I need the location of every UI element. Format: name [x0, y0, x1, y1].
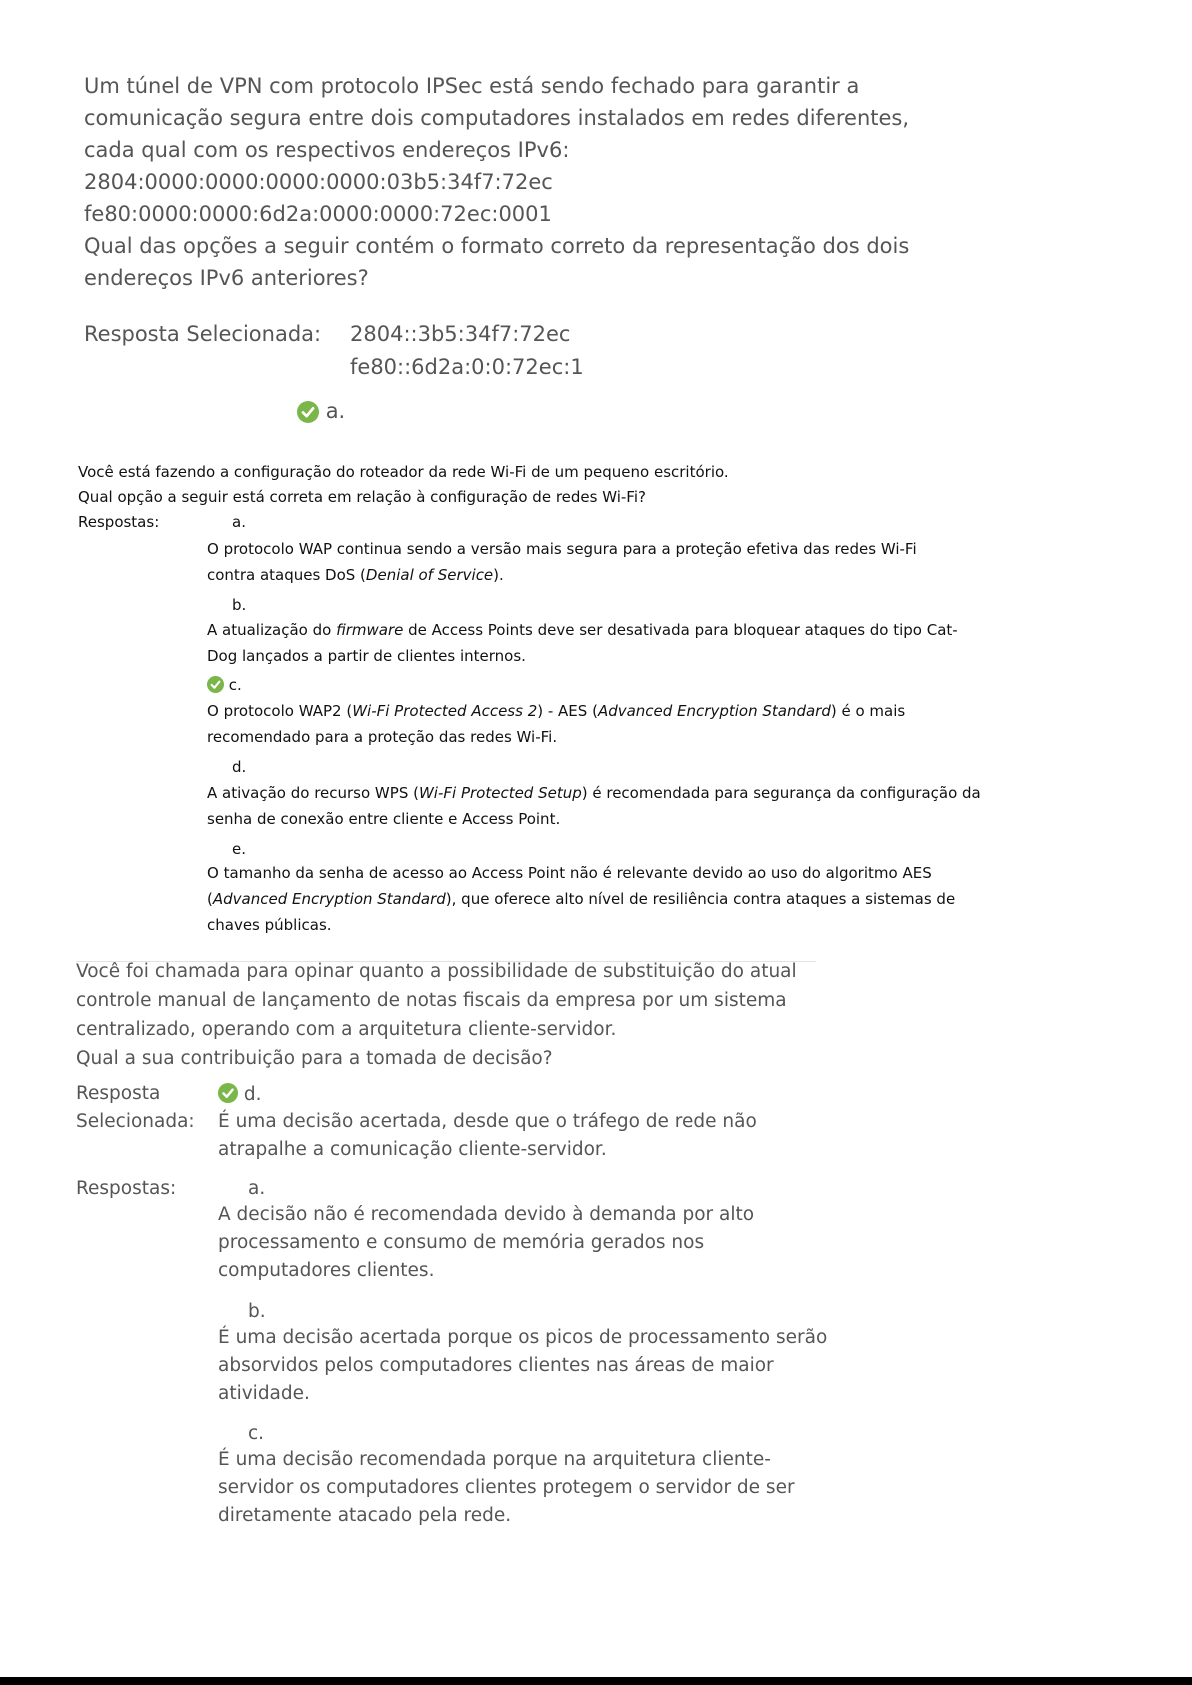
text-italic: Advanced Encryption Standard	[212, 890, 446, 908]
q2-option-e-line: chaves públicas.	[207, 916, 332, 934]
q3-option-a-letter: a.	[248, 1178, 266, 1199]
q2-text-line: Você está fazendo a configuração do roteador da rede Wi-Fi de um pequeno escritório.	[78, 463, 729, 481]
q1-selected-answer-line-1: 2804::3b5:34f7:72ec	[350, 322, 571, 346]
text: de Access Points deve ser desativada para bloquear ataques do tipo Cat-	[403, 621, 958, 639]
text: contra ataques DoS (	[207, 566, 366, 584]
q3-selected-answer-line: É uma decisão acertada, desde que o tráfego de rede não	[218, 1111, 757, 1132]
q3-option-b-line: absorvidos pelos computadores clientes nas áreas de maior	[218, 1355, 774, 1376]
check-circle-icon	[297, 401, 319, 423]
bottom-border	[0, 1677, 1192, 1685]
q3-option-b-line: atividade.	[218, 1383, 310, 1404]
text: ), que oferece alto nível de resiliência contra ataques a sistemas de	[445, 890, 956, 908]
q2-option-b-line: Dog lançados a partir de clientes internos.	[207, 647, 526, 665]
text: O protocolo WAP2 (	[207, 702, 353, 720]
q1-ipv6-address-1: 2804:0000:0000:0000:0000:03b5:34f7:72ec	[84, 170, 553, 194]
q2-option-b-line	[207, 621, 958, 639]
q2-option-a-line	[207, 566, 504, 584]
q1-selected-answer-line-2: fe80::6d2a:0:0:72ec:1	[350, 355, 584, 379]
q2-option-d-letter: d.	[232, 758, 247, 776]
q2-option-d-line: senha de conexão entre cliente e Access Point.	[207, 810, 561, 828]
q2-option-c-letter: c.	[228, 676, 242, 694]
q3-option-b-letter: b.	[248, 1301, 266, 1322]
q3-option-c-letter: c.	[248, 1423, 265, 1444]
q3-text-line: centralizado, operando com a arquitetura cliente-servidor.	[76, 1019, 617, 1040]
text-italic: Wi-Fi Protected Access 2	[352, 702, 538, 720]
text: A atualização do	[207, 621, 337, 639]
q1-correct-mark	[297, 399, 345, 423]
q3-option-a-line: computadores clientes.	[218, 1260, 435, 1281]
q3-option-b-line: É uma decisão acertada porque os picos de processamento serão	[218, 1327, 828, 1348]
check-circle-icon	[218, 1083, 238, 1103]
text: (	[207, 890, 213, 908]
q2-option-d-line	[207, 784, 981, 802]
q1-text-line: cada qual com os respectivos endereços IPv6:	[84, 138, 570, 162]
q2-option-e-line: O tamanho da senha de acesso ao Access Point não é relevante devido ao uso do algoritmo AES	[207, 864, 932, 882]
q3-selected-answer-line: atrapalhe a comunicação cliente-servidor.	[218, 1139, 607, 1160]
q3-option-a-line: processamento e consumo de memória gerados nos	[218, 1232, 705, 1253]
q3-text-line: Qual a sua contribuição para a tomada de decisão?	[76, 1048, 553, 1069]
q3-selected-label: Selecionada:	[76, 1111, 195, 1132]
q3-selected-letter: d.	[243, 1084, 262, 1105]
q2-option-e-line	[207, 890, 955, 908]
q2-option-c-line	[207, 702, 905, 720]
text: ).	[493, 566, 504, 584]
q2-answers-label: Respostas:	[78, 513, 160, 531]
q1-text-line: Qual das opções a seguir contém o formato correto da representação dos dois	[84, 234, 910, 258]
text-italic: firmware	[336, 621, 404, 639]
text: A ativação do recurso WPS (	[207, 784, 419, 802]
q1-ipv6-address-2: fe80:0000:0000:6d2a:0000:0000:72ec:0001	[84, 202, 552, 226]
q2-option-c-mark	[207, 676, 242, 694]
q3-option-c-line: É uma decisão recomendada porque na arquitetura cliente-	[218, 1449, 771, 1470]
q1-selected-letter: a.	[325, 399, 346, 423]
text-italic: Denial of Service	[365, 566, 494, 584]
q2-text-line: Qual opção a seguir está correta em relação à configuração de redes Wi-Fi?	[78, 488, 646, 506]
text: ) é o mais	[830, 702, 906, 720]
check-circle-icon	[207, 676, 224, 693]
q2-option-e-letter: e.	[232, 840, 246, 858]
q2-option-a-line	[207, 540, 917, 558]
q1-text-line: endereços IPv6 anteriores?	[84, 266, 369, 290]
text-italic: Advanced Encryption Standard	[597, 702, 831, 720]
q2-option-b-letter: b.	[232, 596, 247, 614]
q1-text-line: comunicação segura entre dois computadores instalados em redes diferentes,	[84, 106, 910, 130]
text: O protocolo WAP continua sendo a versão mais segura para a proteção efetiva das redes Wi-Fi	[207, 540, 917, 558]
q3-option-a-line: A decisão não é recomendada devido à demanda por alto	[218, 1204, 755, 1225]
q1-selected-label: Resposta Selecionada:	[84, 322, 322, 346]
q3-option-c-line: servidor os computadores clientes protegem o servidor de ser	[218, 1477, 795, 1498]
text-italic: Wi-Fi Protected Setup	[418, 784, 582, 802]
q3-selected-mark	[218, 1083, 262, 1105]
q3-selected-label: Resposta	[76, 1083, 161, 1104]
q3-text-line: Você foi chamada para opinar quanto a possibilidade de substituição do atual	[76, 961, 797, 982]
q2-option-a-letter: a.	[232, 513, 246, 531]
q2-option-c-line: recomendado para a proteção das redes Wi-Fi.	[207, 728, 558, 746]
q1-text-line: Um túnel de VPN com protocolo IPSec está sendo fechado para garantir a	[84, 74, 860, 98]
q3-text-line: controle manual de lançamento de notas fiscais da empresa por um sistema	[76, 990, 787, 1011]
q3-option-c-line: diretamente atacado pela rede.	[218, 1505, 512, 1526]
q3-answers-label: Respostas:	[76, 1178, 177, 1199]
text: ) é recomendada para segurança da configuração da	[581, 784, 981, 802]
text: ) - AES (	[537, 702, 598, 720]
